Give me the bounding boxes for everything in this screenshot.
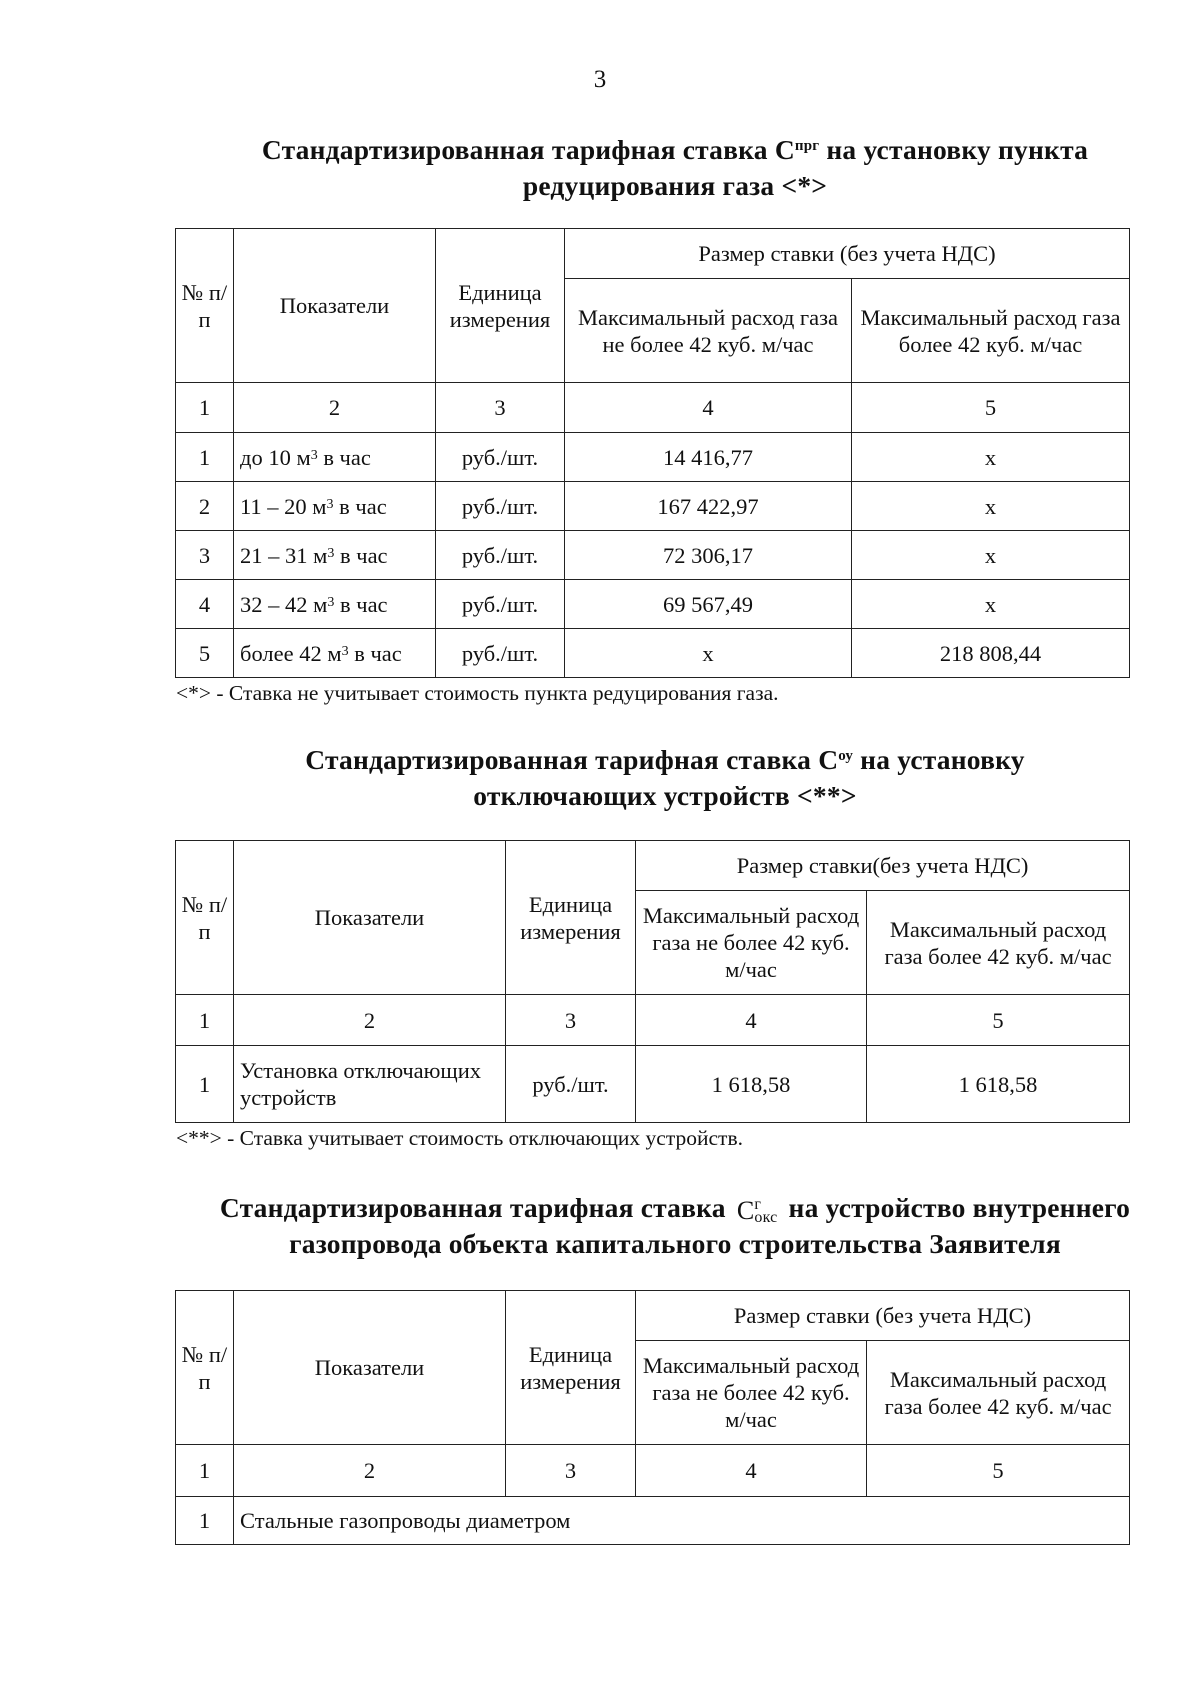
header-rate: Размер ставки(без учета НДС) (636, 841, 1130, 891)
header-indicator: Показатели (234, 229, 436, 383)
row-indicator: более 42 $м^3$ в час (234, 629, 436, 678)
header-num: № п/п (176, 229, 234, 383)
header-unit: Единица измерения (436, 229, 565, 383)
row-indicator: 11 – 20 $м^3$ в час (234, 482, 436, 531)
header-max-gt: Максимальный расход газа более 42 куб. м/час (867, 1341, 1130, 1445)
row-num: 2 (176, 482, 234, 531)
section-3-title (120, 1190, 1200, 1262)
row-value-gt: х (852, 433, 1130, 482)
header-max-gt: Максимальный расход газа более 42 куб. м/час (867, 891, 1130, 995)
col-number: 1 (176, 1445, 234, 1497)
header-unit: Единица измерения (506, 1291, 636, 1445)
col-number: 5 (867, 995, 1130, 1046)
row-unit: руб./шт. (436, 580, 565, 629)
row-num: 1 (176, 433, 234, 482)
header-max-gt: Максимальный расход газа более 42 куб. м/час (852, 279, 1130, 383)
column-number-row (176, 995, 1130, 1046)
row-unit: руб./шт. (436, 433, 565, 482)
table-internal-gas-pipeline (175, 1290, 1130, 1545)
row-value-gt: 218 808,44 (852, 629, 1130, 678)
header-max-le: Максимальный расход газа не более 42 куб. м/час (636, 1341, 867, 1445)
title-text: на устройство внутреннего (781, 1192, 1131, 1223)
title-text: Стандартизированная тарифная ставка С (261, 134, 795, 165)
row-indicator: 32 – 42 $м^3$ в час (234, 580, 436, 629)
row-value-le: 1 618,58 (636, 1046, 867, 1123)
footnote-1: <*> - Ставка не учитывает стоимость пункта редуцирования газа. (176, 681, 779, 705)
page-number: 3 (593, 66, 607, 93)
col-number: 1 (176, 995, 234, 1046)
row-value-le: 14 416,77 (565, 433, 852, 482)
section-1-title (120, 132, 1200, 204)
header-indicator: Показатели (234, 1291, 506, 1445)
footnote-2: <**> - Ставка учитывает стоимость отключающих устройств. (176, 1126, 743, 1150)
col-number: 2 (234, 995, 506, 1046)
title-line-2: отключающих устройств <**> (473, 780, 857, 811)
title-text: на установку (853, 744, 1025, 775)
row-indicator: до 10 $м^3$ в час (234, 433, 436, 482)
row-num: 5 (176, 629, 234, 678)
table-row (176, 433, 1130, 482)
header-num: № п/п (176, 841, 234, 995)
row-value-gt: х (852, 482, 1130, 531)
table-row (176, 629, 1130, 678)
col-number: 4 (636, 1445, 867, 1497)
row-value-le: 167 422,97 (565, 482, 852, 531)
header-unit: Единица измерения (506, 841, 636, 995)
col-number: 5 (867, 1445, 1130, 1497)
column-number-row (176, 383, 1130, 433)
row-num: 4 (176, 580, 234, 629)
table-row (176, 482, 1130, 531)
col-number: 3 (506, 995, 636, 1046)
title-text: Стандартизированная тарифная ставка С (305, 744, 839, 775)
title-text: на установку пункта (819, 134, 1089, 165)
row-value-le: 72 306,17 (565, 531, 852, 580)
title-text: Стандартизированная тарифная ставка (219, 1192, 733, 1223)
table-row (176, 531, 1130, 580)
col-number: 5 (852, 383, 1130, 433)
row-unit: руб./шт. (436, 629, 565, 678)
row-num: 1 (176, 1046, 234, 1123)
row-value-gt: х (852, 531, 1130, 580)
col-number: 4 (565, 383, 852, 433)
row-num: 1 (176, 1497, 234, 1545)
row-num: 3 (176, 531, 234, 580)
table-gas-reduction-point (175, 228, 1130, 678)
title-line-2: газопровода объекта капитального строительства Заявителя (289, 1228, 1061, 1259)
col-number: 3 (506, 1445, 636, 1497)
row-indicator: Стальные газопроводы диаметром (234, 1497, 1130, 1545)
table-row (176, 1046, 1130, 1123)
row-unit: руб./шт. (436, 482, 565, 531)
row-indicator: Установка отключающих устройств (234, 1046, 506, 1123)
table-row (176, 580, 1130, 629)
col-number: 3 (436, 383, 565, 433)
table-row (176, 1497, 1130, 1545)
header-indicator: Показатели (234, 841, 506, 995)
row-value-gt: х (852, 580, 1130, 629)
title-symbol: С г окс (736, 1195, 778, 1226)
section-2-title (110, 742, 1200, 814)
col-number: 2 (234, 1445, 506, 1497)
row-value-le: 69 567,49 (565, 580, 852, 629)
row-value-gt: 1 618,58 (867, 1046, 1130, 1123)
row-value-le: х (565, 629, 852, 678)
row-unit: руб./шт. (436, 531, 565, 580)
col-number: 4 (636, 995, 867, 1046)
header-num: № п/п (176, 1291, 234, 1445)
header-rate: Размер ставки (без учета НДС) (636, 1291, 1130, 1341)
row-unit: руб./шт. (506, 1046, 636, 1123)
row-indicator: 21 – 31 $м^3$ в час (234, 531, 436, 580)
title-superscript: оу (838, 748, 854, 764)
title-line-2: редуцирования газа <*> (522, 170, 828, 201)
header-max-le: Максимальный расход газа не более 42 куб. м/час (565, 279, 852, 383)
header-rate: Размер ставки (без учета НДС) (565, 229, 1130, 279)
header-max-le: Максимальный расход газа не более 42 куб. м/час (636, 891, 867, 995)
table-shutoff-devices (175, 840, 1130, 1123)
column-number-row (176, 1445, 1130, 1497)
title-superscript: прг (794, 138, 820, 154)
col-number: 1 (176, 383, 234, 433)
col-number: 2 (234, 383, 436, 433)
